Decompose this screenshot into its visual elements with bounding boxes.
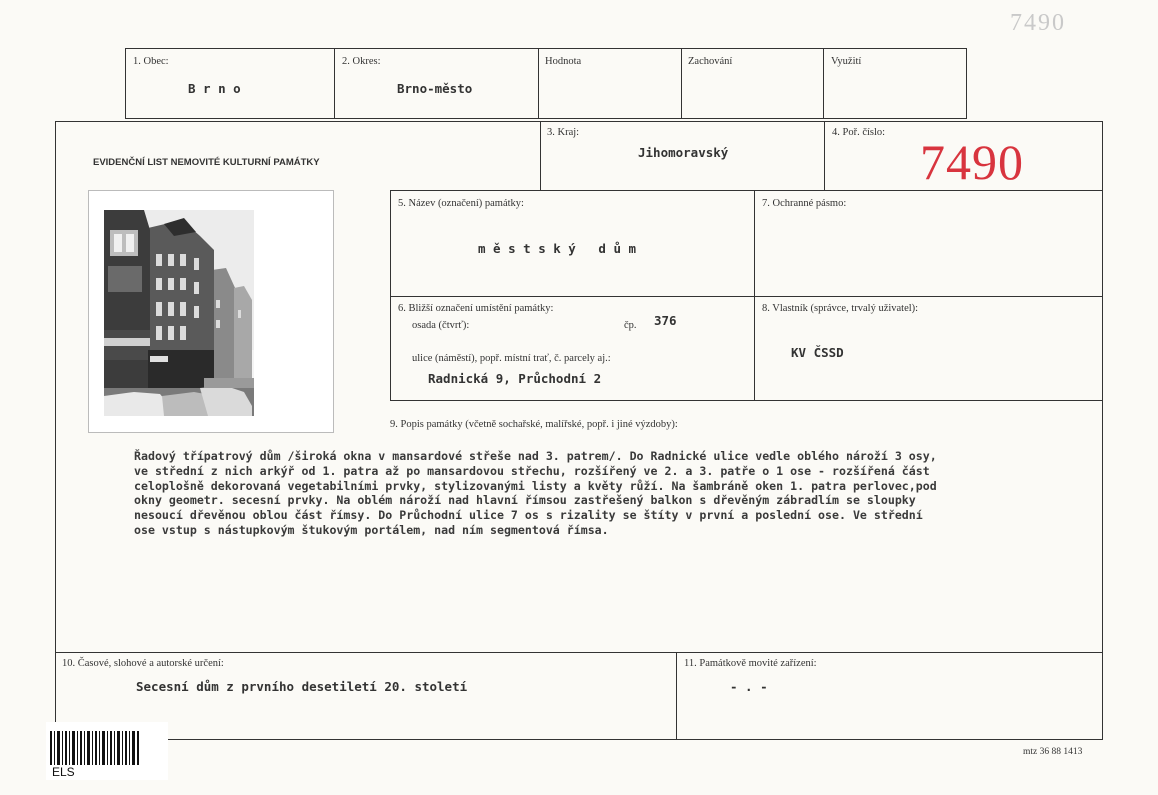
footer-code: mtz 36 88 1413 xyxy=(1023,747,1083,757)
popis-line: celoplošně dekorovaná vegetabilními prvky, stylizovanými listy a květy růží. Na šambráně oken 1. patra perlovec,pod xyxy=(134,478,937,493)
ulice-value: Radnická 9, Průchodní 2 xyxy=(428,371,602,386)
nazev-value: m ě s t s k ý d ů m xyxy=(478,241,637,256)
por-cislo-label: 4. Poř. číslo: xyxy=(832,127,886,138)
por-cislo-value: 7490 xyxy=(920,134,1024,190)
photo-frame xyxy=(88,190,334,433)
zachovani-label: Zachování xyxy=(688,56,733,67)
cp-value: 376 xyxy=(654,313,677,328)
building-photo xyxy=(104,210,254,416)
ulice-label: ulice (náměstí), popř. místní trať, č. parcely aj.: xyxy=(412,353,611,364)
popis-line: okny geometr. secesní prvky. Na oblém nároží nad hlavní římsou zastřešený balkon s dřevěným zábradlím se sloupky xyxy=(134,493,916,508)
corner-note: 7490 xyxy=(1010,10,1066,36)
popis-text xyxy=(134,449,1074,538)
popis-label: 9. Popis památky (včetně sochařské, malířské, popř. i jiné výzdoby): xyxy=(390,419,678,430)
popis-line: ve střední z nich arkýř od 1. patra až po mansardovou střechu, rozšířený ve 2. a 3. patře o 1 ose - rozšířená část xyxy=(134,463,930,478)
obec-label: 1. Obec: xyxy=(133,56,169,67)
barcode-icon xyxy=(50,731,140,765)
vlastnik-value: KV ČSSD xyxy=(791,345,844,360)
okres-label: 2. Okres: xyxy=(342,56,381,67)
hodnota-label: Hodnota xyxy=(545,56,582,67)
barcode-text: ELS xyxy=(52,765,75,779)
osada-label: osada (čtvrť): xyxy=(412,320,470,331)
popis-line: ose vstup s nástupkovým štukovým portálem, nad ním segmentová římsa. xyxy=(134,522,609,537)
popis-line: nesoucí dřevěnou oblou část římsy. Do Průchodní ulice 7 os s rizality se štíty v první a poslední ose. Ve střední xyxy=(134,508,923,523)
nazev-label: 5. Název (označení) památky: xyxy=(398,198,524,209)
vlastnik-label: 8. Vlastník (správce, trvalý uživatel): xyxy=(762,303,919,314)
okres-value: Brno-město xyxy=(397,81,473,96)
urceni-label: 10. Časové, slohové a autorské určení: xyxy=(62,658,224,669)
urceni-value: Secesní dům z prvního desetiletí 20. století xyxy=(136,679,468,694)
movite-value: - . - xyxy=(730,679,768,694)
umisteni-label: 6. Bližší označení umístění památky: xyxy=(398,303,554,314)
kraj-label: 3. Kraj: xyxy=(547,127,580,138)
movite-label: 11. Památkově movité zařízení: xyxy=(684,658,817,669)
card-title: EVIDENČNÍ LIST NEMOVITÉ KULTURNÍ PAMÁTKY xyxy=(93,157,320,168)
barcode-sticker xyxy=(46,722,168,780)
cp-label: čp. xyxy=(624,320,637,331)
kraj-value: Jihomoravský xyxy=(638,145,729,160)
vyuziti-label: Využití xyxy=(831,56,862,67)
popis-line: Řadový třípatrový dům /široká okna v mansardové střeše nad 3. patrem/. Do Radnické ulice vedle oblého nároží 3 osy, xyxy=(134,449,937,463)
obec-value: B r n o xyxy=(188,81,241,96)
ochranne-pasmo-label: 7. Ochranné pásmo: xyxy=(762,198,847,209)
